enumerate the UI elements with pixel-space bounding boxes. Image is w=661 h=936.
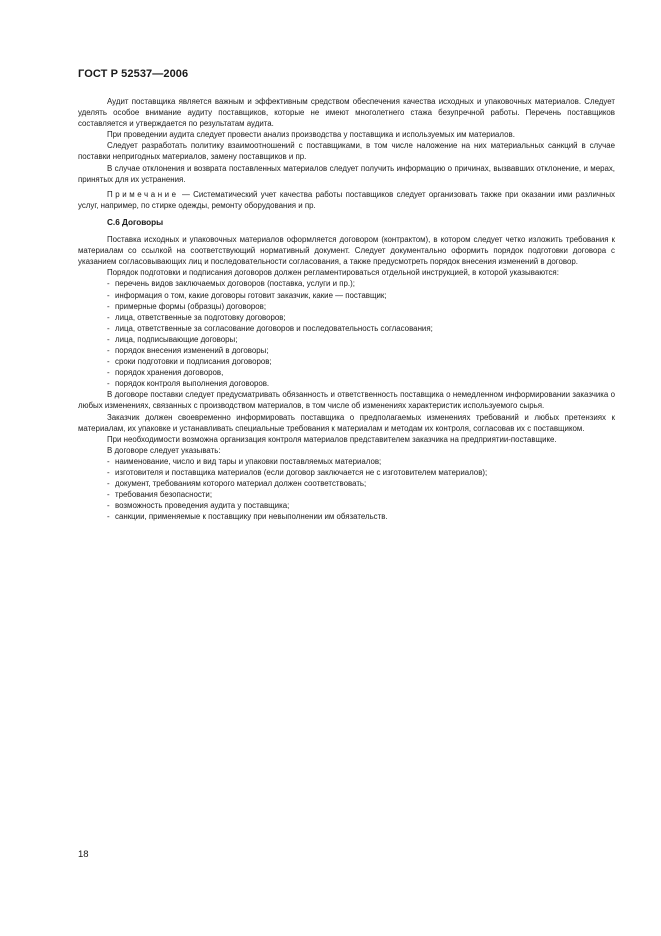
paragraph: Порядок подготовки и подписания договоров должен регламентироваться отдельной инструкцией, в которой указываются: [107, 268, 559, 278]
paragraph: При проведении аудита следует провести анализ производства у поставщика и используемых им материалов. [107, 130, 515, 140]
page-body [78, 96, 615, 522]
list-item: - лица, ответственные за согласование договоров и последовательность согласования; [107, 323, 615, 334]
list-item: - документ, требованиям которого материал должен соответствовать; [107, 478, 615, 489]
note-label: Примечание [107, 189, 179, 199]
paragraph: В договоре следует указывать: [107, 445, 221, 455]
contract-contents-list [78, 456, 615, 523]
paragraph: Поставка исходных и упаковочных материалов оформляется договором (контрактом), в котором следует четко изложить требования к материалам со ссылкой на соответствующий нормативный документ. Следует документально оформить порядок подготовки договора с указанием согласовывающих лиц и последовательности согласования, а также предусмотреть порядок внесения изменений в договор. [78, 235, 615, 267]
list-item: - наименование, число и вид тары и упаковки поставляемых материалов; [107, 456, 615, 467]
contract-instruction-list [78, 278, 615, 389]
list-item: - информация о том, какие договоры готовит заказчик, какие — поставщик; [107, 290, 615, 301]
section-title: С.6 Договоры [107, 217, 164, 227]
list-item: - требования безопасности; [107, 489, 615, 500]
paragraph: В договоре поставки следует предусматривать обязанность и ответственность поставщика о немедленном информировании заказчика о любых изменениях, связанных с производством материалов, в том числе об изменениях характеристик используемого сырья. [78, 390, 615, 411]
list-item: - сроки подготовки и подписания договоров; [107, 356, 615, 367]
paragraph: В случае отклонения и возврата поставленных материалов следует получить информацию о причинах, вызвавших отклонение, и мерах, принятых для их устранения. [78, 163, 615, 184]
list-item: - изготовителя и поставщика материалов (если договор заключается не с изготовителем материалов); [107, 467, 615, 478]
list-item: - порядок контроля выполнения договоров. [107, 378, 615, 389]
list-item: - лица, подписывающие договоры; [107, 334, 615, 345]
list-item: - порядок хранения договоров, [107, 367, 615, 378]
list-item: - порядок внесения изменений в договоры; [107, 345, 615, 356]
paragraph: Заказчик должен своевременно информировать поставщика о предполагаемых изменениях требований и любых претензиях к материалам, их упаковке и устанавливать специальные требования к материалам и методам их контроля, согласовав их с поставщиком. [78, 412, 615, 433]
note [78, 189, 615, 211]
list-item: - перечень видов заключаемых договоров (поставка, услуги и пр.); [107, 278, 615, 289]
document-header: ГОСТ Р 52537—2006 [78, 68, 189, 80]
note-text: — Систематический учет качества работы поставщиков следует организовать также при оказании ими различных услуг, например, по стирке одежды, ремонту оборудования и пр. [78, 189, 615, 210]
paragraph: Аудит поставщика является важным и эффективным средством обеспечения качества исходных и упаковочных материалов. Следует уделять особое внимание аудиту поставщиков, которые не имеют многолетнего стажа безупречной работы. Перечень поставщиков составляется и утверждается по результатам аудита. [78, 97, 615, 129]
paragraph: При необходимости возможна организация контроля материалов представителем заказчика на предприятии-поставщике. [107, 434, 557, 444]
list-item: - примерные формы (образцы) договоров; [107, 301, 615, 312]
paragraph: Следует разработать политику взаимоотношений с поставщиками, в том числе наложение на них материальных санкций в случае поставки непригодных материалов, замену поставщиков и пр. [78, 141, 615, 162]
list-item: - лица, ответственные за подготовку договоров; [107, 312, 615, 323]
list-item: - возможность проведения аудита у поставщика; [107, 500, 615, 511]
list-item: - санкции, применяемые к поставщику при невыполнении им обязательств. [107, 511, 615, 522]
page-number: 18 [78, 849, 89, 860]
